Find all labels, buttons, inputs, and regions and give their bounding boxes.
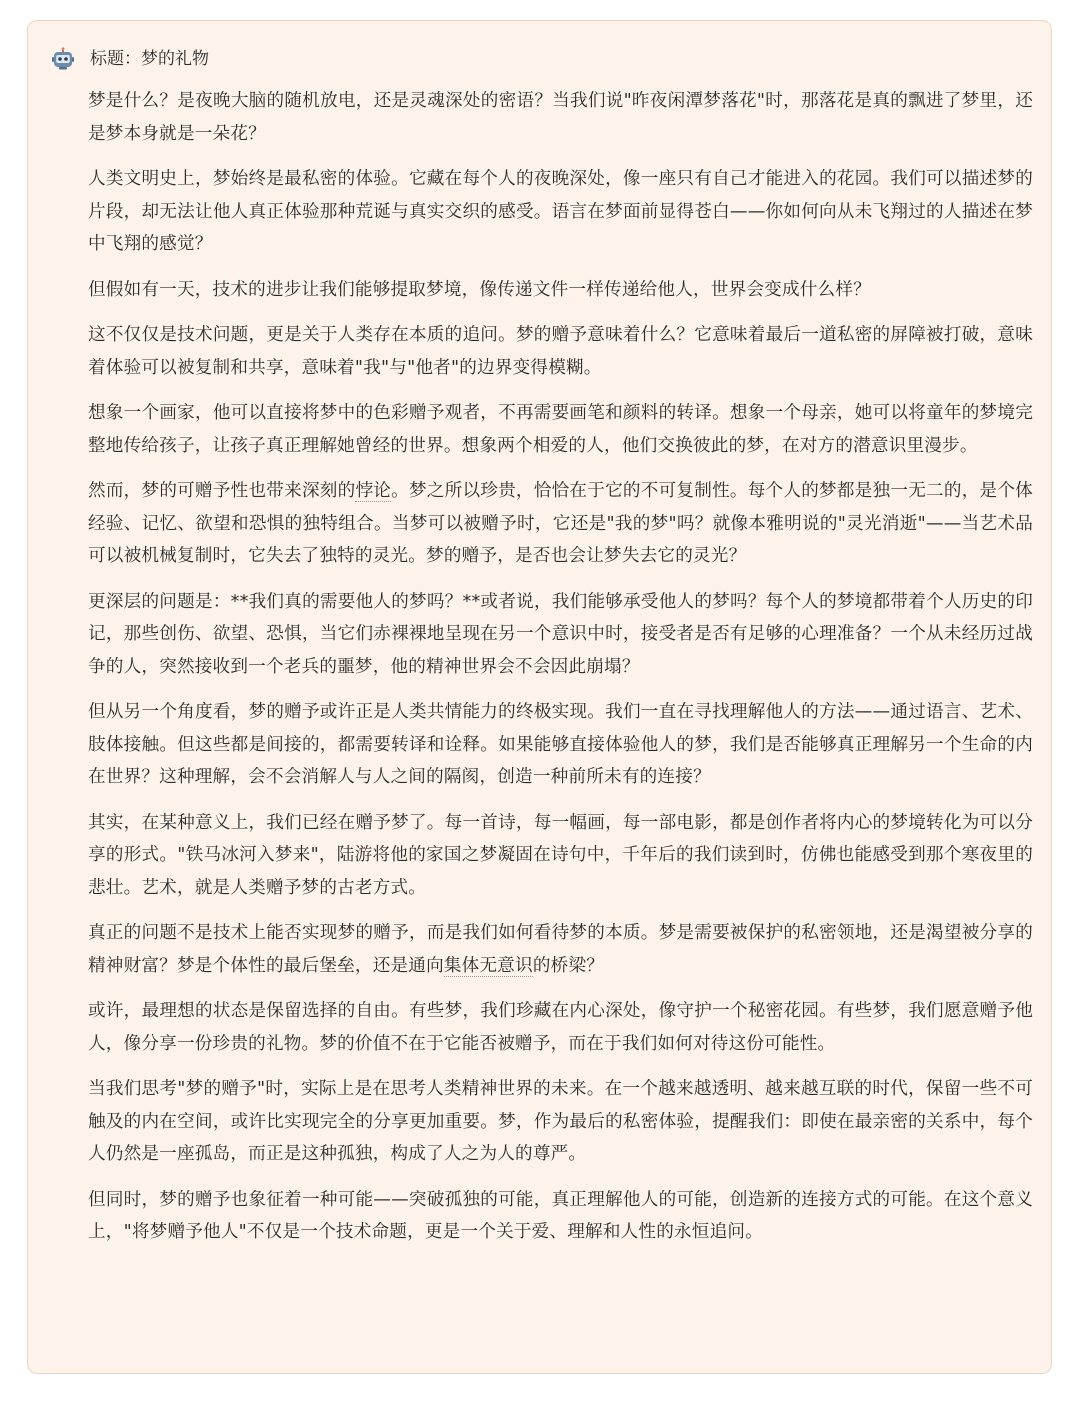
paragraph: 但同时，梦的赠予也象征着一种可能——突破孤独的可能，真正理解他人的可能，创造新的连接方式的可能。在这个意义上，"将梦赠予他人"不仅是一个技术命题，更是一个关于爱、理解和人性的永恒追问。 (88, 1189, 1033, 1242)
paragraph (88, 917, 1033, 982)
annotated-term[interactable]: 集体无意识 (443, 955, 533, 976)
paragraph: 当我们思考"梦的赠予"时，实际上是在思考人类精神世界的未来。在一个越来越透明、越来越互联的时代，保留一些不可触及的内在空间，或许比实现完全的分享更加重要。梦，作为最后的私密体验，提醒我们：即使在最亲密的关系中，每个人仍然是一座孤岛，而正是这种孤独，构成了人之为人的尊严。 (88, 1079, 1033, 1164)
paragraph: 人类文明史上，梦始终是最私密的体验。它藏在每个人的夜晚深处，像一座只有自己才能进入的花园。我们可以描述梦的片段，却无法让他人真正体验那种荒诞与真实交织的感受。语言在梦面前显得苍白——你如何向从未飞翔过的人描述在梦中飞翔的感觉？ (88, 169, 1033, 254)
paragraph: 其实，在某种意义上，我们已经在赠予梦了。每一首诗，每一幅画，每一部电影，都是创作者将内心的梦境转化为可以分享的形式。"铁马冰河入梦来"，陆游将他的家国之梦凝固在诗句中，千年后的我们读到时，仿佛也能感受到那个寒夜里的悲壮。艺术，就是人类赠予梦的古老方式。 (88, 812, 1033, 898)
paragraph: 或许，最理想的状态是保留选择的自由。有些梦，我们珍藏在内心深处，像守护一个秘密花园。有些梦，我们愿意赠予他人，像分享一份珍贵的礼物。梦的价值不在于它能否被赠予，而在于我们如何对待这份可能性。 (88, 1001, 1033, 1054)
paragraph: 梦是什么？是夜晚大脑的随机放电，还是灵魂深处的密语？当我们说"昨夜闲潭梦落花"时，那落花是真的飘进了梦里，还是梦本身就是一朵花？ (88, 91, 1033, 144)
assistant-message-card (27, 20, 1052, 1374)
paragraph: 但假如有一天，技术的进步让我们能够提取梦境，像传递文件一样传递给他人，世界会变成什么样？ (88, 279, 871, 300)
paragraph-text: 。梦之所以珍贵，恰恰在于它的不可复制性。每个人的梦都是独一无二的，是个体经验、记忆、欲望和恐惧的独特组合。当梦可以被赠予时，它还是"我的梦"吗？就像本雅明说的"灵光消逝"——当艺术品可以被机械复制时，它失去了独特的灵光。梦的赠予，是否也会让梦失去它的灵光？ (88, 481, 1033, 566)
paragraph-text: 的桥梁？ (532, 955, 605, 976)
paragraph: 想象一个画家，他可以直接将梦中的色彩赠予观者，不再需要画笔和颜料的转译。想象一个母亲，她可以将童年的梦境完整地传给孩子，让孩子真正理解她曾经的世界。想象两个相爱的人，他们交换彼此的梦，在对方的潜意识里漫步。 (88, 403, 1033, 456)
message-body (88, 85, 1033, 1262)
paragraph-text: 然而，梦的可赠予性也带来深刻的 (88, 481, 356, 501)
robot-icon (50, 46, 76, 72)
message-title: 标题：梦的礼物 (90, 49, 209, 69)
annotated-term[interactable]: 悖论 (355, 481, 392, 501)
message-header (50, 45, 209, 73)
paragraph (88, 475, 1033, 573)
paragraph: 更深层的问题是：**我们真的需要他人的梦吗？**或者说，我们能够承受他人的梦吗？每个人的梦境都带着个人历史的印记，那些创伤、欲望、恐惧，当它们赤裸裸地呈现在另一个意识中时，接受者是否有足够的心理准备？一个从未经历过战争的人，突然接收到一个老兵的噩梦，他的精神世界会不会因此崩塌？ (88, 591, 1033, 677)
paragraph: 这不仅仅是技术问题，更是关于人类存在本质的追问。梦的赠予意味着什么？它意味着最后一道私密的屏障被打破，意味着体验可以被复制和共享，意味着"我"与"他者"的边界变得模糊。 (88, 325, 1033, 378)
paragraph: 但从另一个角度看，梦的赠予或许正是人类共情能力的终极实现。我们一直在寻找理解他人的方法——通过语言、艺术、肢体接触。但这些都是间接的，都需要转译和诠释。如果能够直接体验他人的梦，我们是否能够真正理解另一个生命的内在世界？这种理解，会不会消解人与人之间的隔阂，创造一种前所未有的连接？ (88, 702, 1033, 787)
paragraph-text: 真正的问题不是技术上能否实现梦的赠予，而是我们如何看待梦的本质。梦是需要被保护的私密领地，还是渴望被分享的精神财富？梦是个体性的最后堡垒，还是通向 (88, 923, 1033, 976)
